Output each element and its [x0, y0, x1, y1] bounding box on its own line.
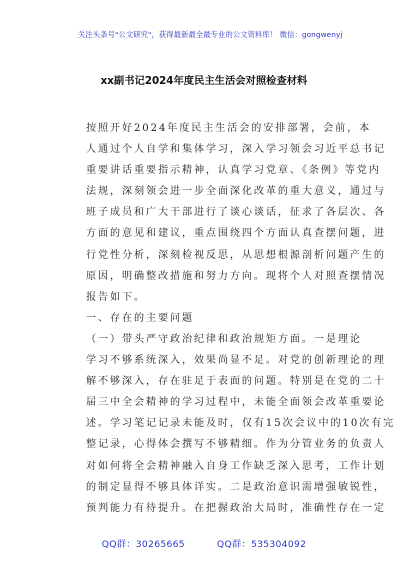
body-line: 整记录，心得体会撰写不够精细。作为分管业务的负责人	[86, 439, 386, 451]
top-banner: 关注头条号"公文研究"，获得最新最全最专业的公文资料库！ 微信：gongwenyj	[78, 30, 343, 39]
document-body	[86, 118, 396, 519]
footer-contact	[0, 536, 408, 550]
body-line: 的制定显得不够具体详实。二是政治意识需增强敏锐性，	[86, 481, 386, 493]
section-heading: 一、存在的主要问题	[86, 312, 194, 324]
body-line: 班子成员和广大干部进行了谈心谈话，征求了各层次、各	[86, 207, 386, 219]
body-line: 法规，深刻领会进一步全面深化改革的重大意义，通过与	[86, 186, 386, 198]
body-line: 重要讲话重要指示精神，认真学习党章、《条例》等党内	[86, 165, 381, 177]
body-line: 预判能力有待提升。在把握政治大局时，准确性存在一定	[86, 502, 386, 514]
body-line: 学习不够系统深入，效果尚显不足。对党的创新理论的理	[86, 355, 386, 367]
qq-group-2: QQ群：535304092	[216, 539, 307, 550]
body-line: 届三中全会精神的学习过程中，未能全面领会改革重要论	[86, 397, 386, 409]
body-line: 解不够深入，存在驻足于表面的问题。特别是在党的二十	[86, 376, 386, 388]
body-line: 对如何将全会精神融入自身工作缺乏深入思考，工作计划	[86, 460, 386, 472]
body-line: 人通过个人自学和集体学习，深入学习领会习近平总书记	[86, 144, 386, 156]
body-line: 述。学习笔记记录未能及时，仅有15次会议中的10次有完	[86, 418, 396, 430]
body-line: 原因，明确整改措施和努力方向。现将个人对照查摆情况	[86, 270, 386, 282]
body-line: 方面的意见和建议，重点围绕四个方面认真查摆问题，进	[86, 228, 386, 240]
document-title: xx副书记2024年度民主生活会对照检查材料	[100, 75, 308, 87]
body-line: 报告如下。	[86, 291, 146, 303]
body-line: 行党性分析，深刻检视反思，从思想根源剖析问题产生的	[86, 249, 386, 261]
body-line: 按照开好2024年度民主生活会的安排部署，会前，本	[86, 123, 372, 134]
body-line: （一）带头严守政治纪律和政治规矩方面。一是理论	[86, 333, 362, 345]
qq-group-1: QQ群：30265665	[101, 539, 185, 550]
